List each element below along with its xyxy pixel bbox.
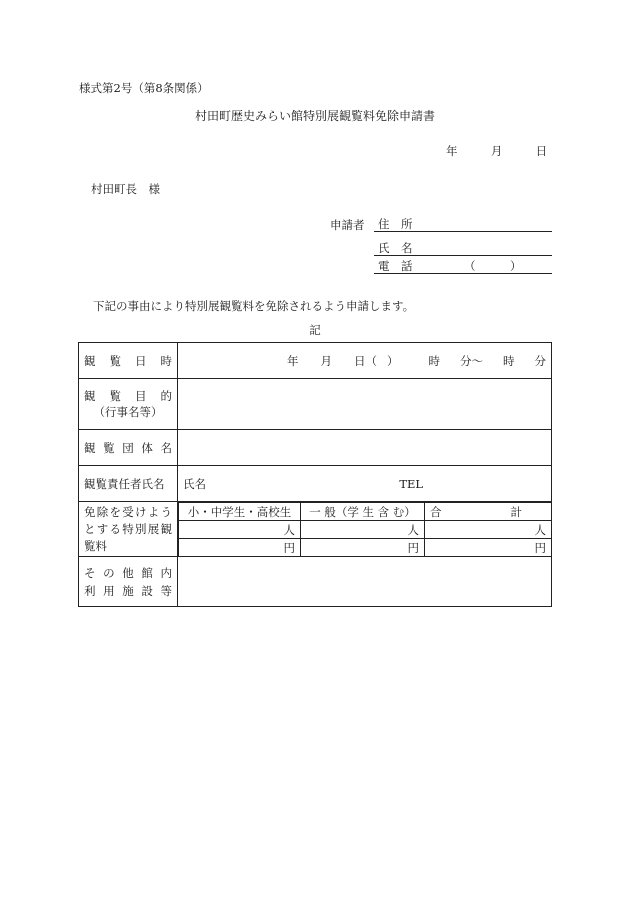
visit-day-label: 日（ (354, 353, 377, 368)
general-people-field[interactable]: 人 (301, 521, 425, 539)
students-yen-field[interactable]: 円 (179, 539, 301, 557)
visit-hour-label: 時 (428, 353, 440, 368)
total-yen-field[interactable]: 円 (425, 539, 552, 557)
total-people-field[interactable]: 人 (425, 521, 552, 539)
purpose-field[interactable] (178, 379, 552, 430)
name-field[interactable] (374, 240, 552, 256)
exemption-label-line3: 覧料 (84, 538, 107, 553)
general-yen-field[interactable]: 円 (301, 539, 425, 557)
responsible-field[interactable] (178, 466, 552, 502)
group-name-label: 観 覧 団 体 名 (79, 430, 178, 466)
applicant-label: 申請者 (330, 218, 365, 232)
visit-minute-to-label: 分〜 (460, 353, 483, 368)
responsible-name-label: 氏名 (183, 476, 206, 491)
exemption-yen-row (179, 539, 552, 557)
group-name-field[interactable] (178, 430, 552, 466)
students-people-field[interactable]: 人 (179, 521, 301, 539)
exemption-grid-cell (178, 502, 552, 557)
purpose-label (79, 379, 178, 430)
column-total: 合 計 (425, 503, 552, 521)
visit-minute2-label: 分 (534, 353, 546, 368)
exemption-grid (178, 502, 551, 556)
responsible-tel-label: TEL (399, 476, 424, 491)
date-day-label: 日 (535, 144, 548, 158)
column-students: 小・中学生・高校生 (179, 503, 301, 521)
other-facilities-label-line2: 利 用 施 設 等 (84, 583, 172, 598)
visit-datetime-label: 観 覧 日 時 (79, 343, 178, 379)
visit-datetime-row (79, 343, 552, 379)
column-general: 一 般（学 生 含 む） (301, 503, 425, 521)
responsible-label: 観覧責任者氏名 (79, 466, 178, 502)
application-date (446, 143, 547, 159)
document-title: 村田町歴史みらい館特別展観覧料免除申請書 (194, 109, 435, 123)
request-statement: 下記の事由により特別展観覧料を免除されるよう申請します。 (93, 299, 415, 313)
purpose-label-main: 観 覧 目 的 (84, 389, 172, 403)
ki-heading: 記 (309, 323, 321, 337)
exemption-label (79, 502, 178, 557)
exemption-row (79, 502, 552, 557)
purpose-row (79, 379, 552, 430)
visit-datetime-field[interactable] (178, 343, 552, 379)
visit-weekday-close: ） (387, 353, 399, 368)
responsible-row (79, 466, 552, 502)
visit-hour2-label: 時 (503, 353, 515, 368)
form-number: 様式第2号（第8条関係） (79, 81, 209, 95)
addressee: 村田町長 様 (91, 182, 160, 196)
phone-area-code-placeholder: （ ） (464, 259, 522, 273)
address-label: 住 所 (378, 217, 413, 231)
exemption-label-line2: とする特別展観 (84, 521, 172, 536)
group-name-row (79, 430, 552, 466)
date-month-label: 月 (490, 144, 503, 158)
other-facilities-field[interactable] (178, 557, 552, 607)
other-facilities-label (79, 557, 178, 607)
exemption-label-line1: 免除を受けよう (84, 504, 172, 519)
other-facilities-row (79, 557, 552, 607)
purpose-label-sub: （行事名等） (93, 405, 163, 419)
visit-month-label: 月 (320, 353, 332, 368)
phone-field[interactable] (374, 258, 552, 274)
address-field[interactable] (374, 216, 552, 232)
exemption-people-row (179, 521, 552, 539)
name-label: 氏 名 (378, 241, 413, 255)
exemption-header-row (179, 503, 552, 521)
phone-label: 電 話 (378, 259, 413, 273)
visit-year-label: 年 (287, 353, 299, 368)
other-facilities-label-line1: そ の 他 館 内 (84, 565, 172, 580)
date-year-label: 年 (446, 144, 458, 158)
application-table (78, 342, 552, 607)
